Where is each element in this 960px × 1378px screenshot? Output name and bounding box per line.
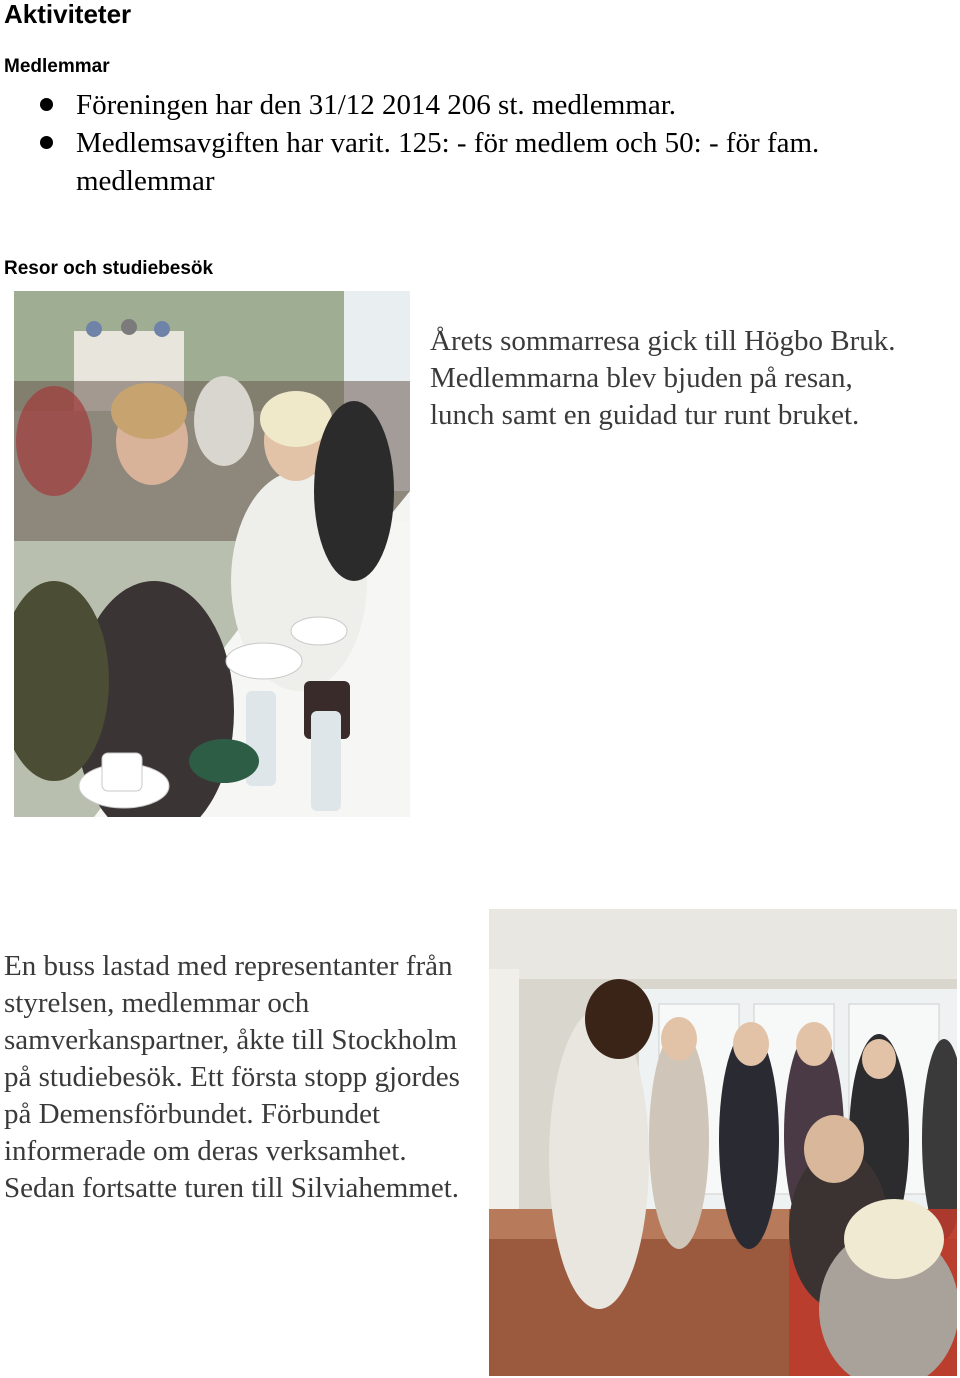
members-list: [0, 86, 900, 200]
study-visit-text: En buss lastad med representanter från styrelsen, medlemmar och samverkanspartner, åkte till Stockholm på studiebesök. Ett första stopp gjordes på Demensförbundet. Förbundet informerade om deras verksamhet. Sedan fortsatte turen till Silviahemmet.: [4, 950, 460, 1204]
lunch-photo: [14, 291, 410, 817]
members-heading: Medlemmar: [4, 56, 110, 77]
bullet-icon: [40, 98, 53, 111]
page-title: Aktiviteter: [4, 0, 132, 29]
list-item-text: Föreningen har den 31/12 2014 206 st. medlemmar.: [76, 89, 677, 121]
list-item: [0, 124, 900, 200]
list-item: [0, 86, 900, 124]
trips-heading: Resor och studiebesök: [4, 258, 214, 279]
bullet-icon: [40, 136, 53, 149]
list-item-text: Medlemsavgiften har varit. 125: - för medlem och 50: - för fam. medlemmar: [76, 127, 820, 197]
study-visit-photo: [489, 909, 957, 1376]
summer-trip-text: Årets sommarresa gick till Högbo Bruk. Medlemmarna blev bjuden på resan, lunch samt en guidad tur runt bruket.: [430, 325, 896, 431]
